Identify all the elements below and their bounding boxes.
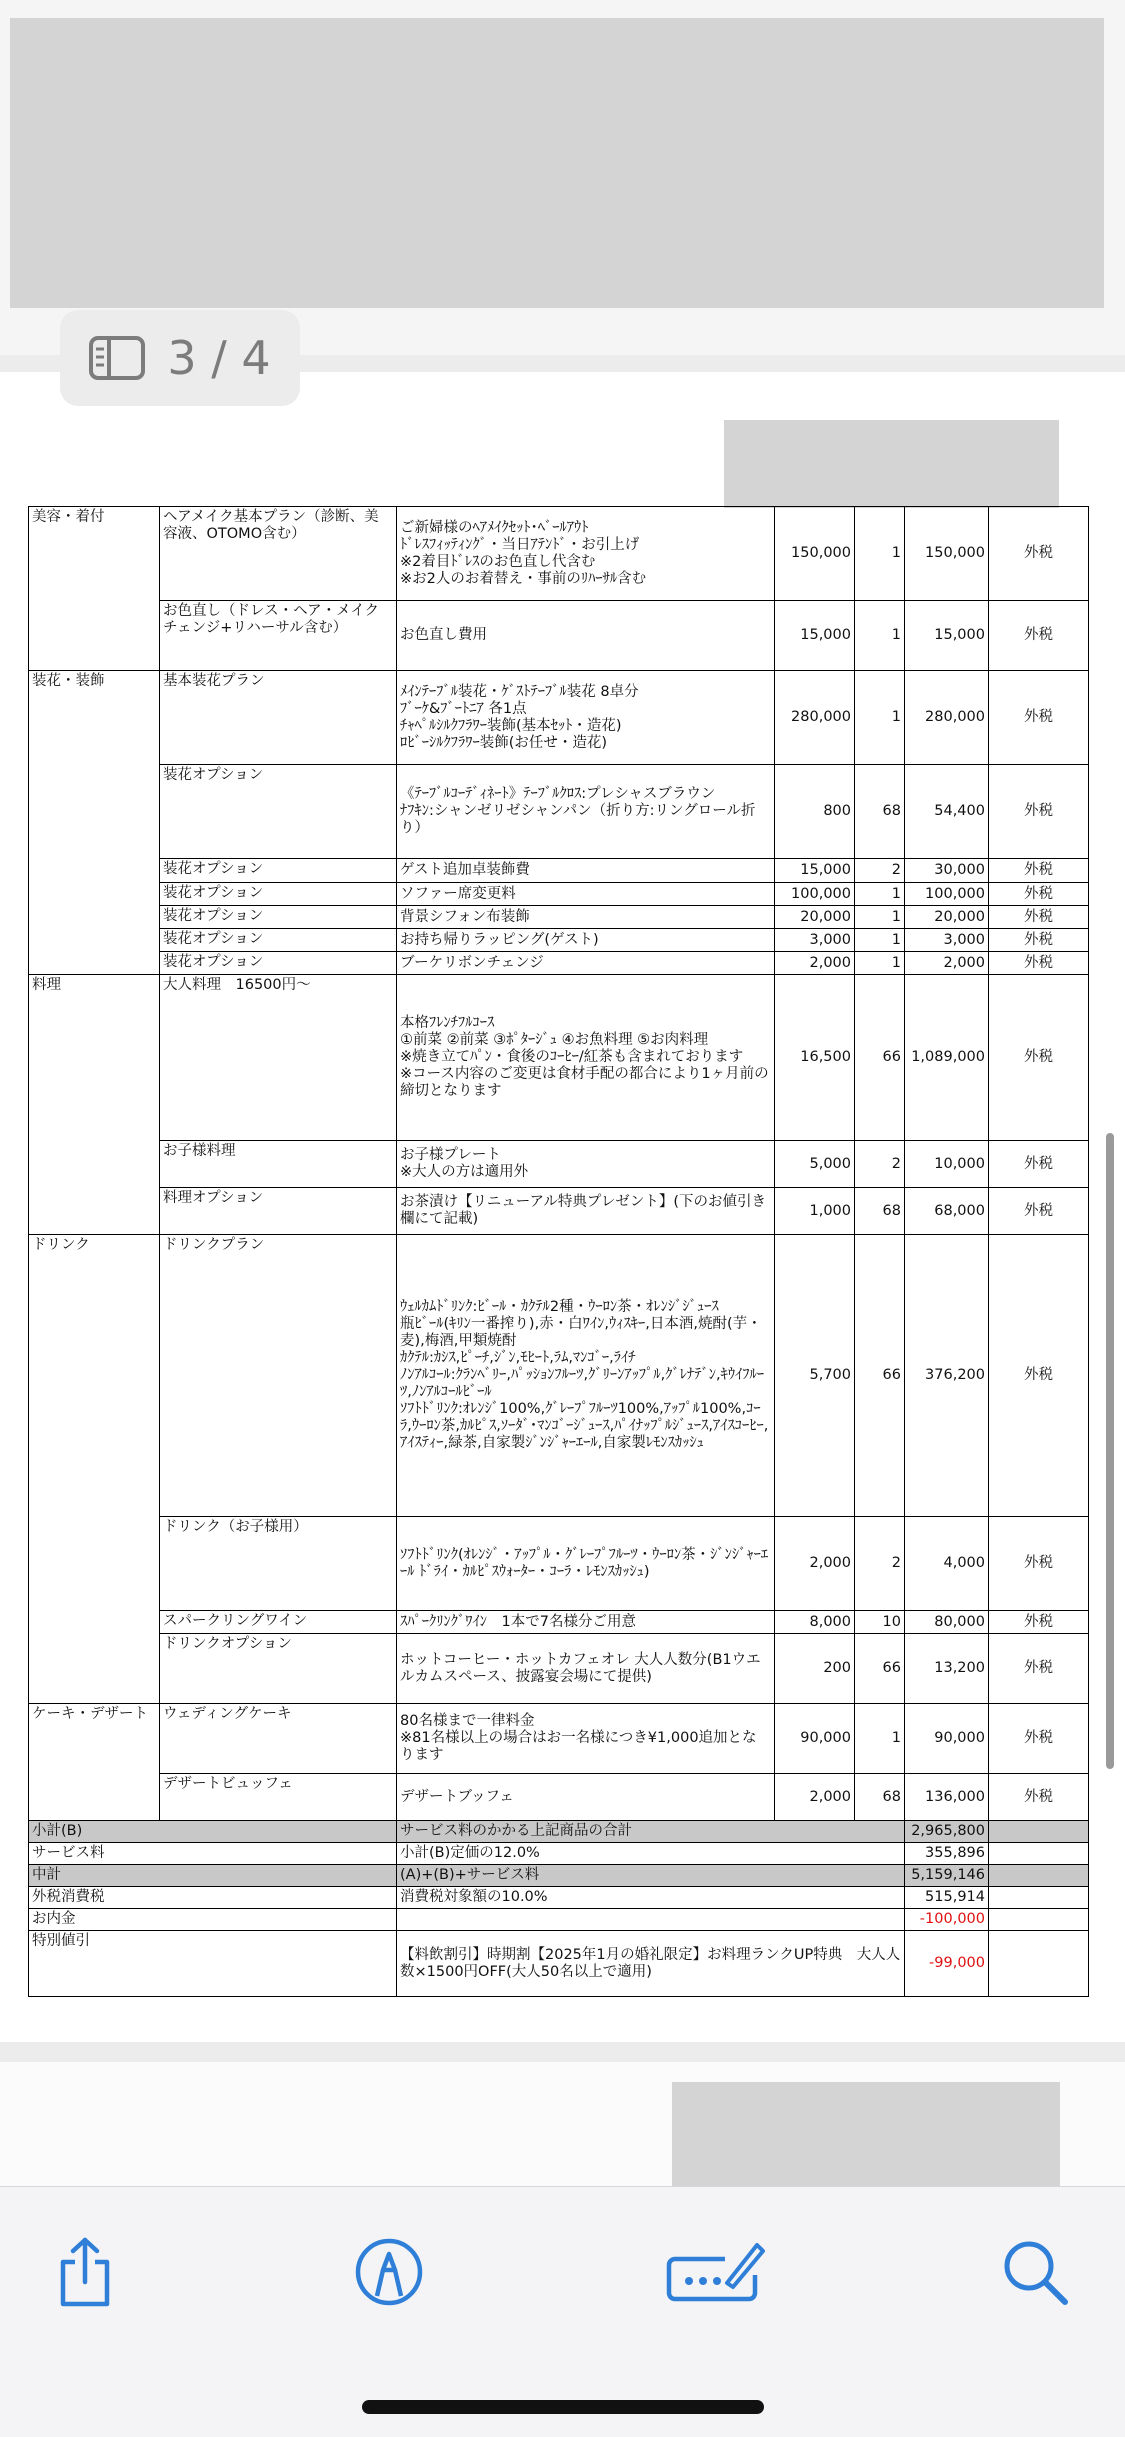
summary-amount: 5,159,146 bbox=[905, 1865, 989, 1887]
amount-cell: 10,000 bbox=[905, 1141, 989, 1188]
unit-price-cell: 150,000 bbox=[775, 507, 855, 601]
item-cell: ウェディングケーキ bbox=[160, 1704, 397, 1774]
table-row bbox=[29, 671, 1089, 765]
summary-description: 消費税対象額の10.0% bbox=[397, 1887, 905, 1909]
amount-cell: 1,089,000 bbox=[905, 975, 989, 1141]
description-cell: ブーケリボンチェンジ bbox=[397, 952, 775, 975]
summary-row bbox=[29, 1821, 1089, 1843]
amount-cell: 80,000 bbox=[905, 1611, 989, 1634]
item-cell: ドリンクオプション bbox=[160, 1634, 397, 1704]
summary-amount: -100,000 bbox=[905, 1909, 989, 1931]
estimate-table bbox=[28, 506, 1089, 1997]
description-cell: ｳｪﾙｶﾑﾄﾞﾘﾝｸ:ﾋﾞｰﾙ・ｶｸﾃﾙ2種・ｳｰﾛﾝ茶・ｵﾚﾝｼﾞｼﾞｭｰｽ 瓶ﾋﾞｰﾙ(ｷﾘﾝ一番搾り),赤・白ﾜｲﾝ,ｳｨｽｷｰ,日本酒,焼酎(芋・麦),梅酒,甲類焼酎 ｶｸﾃﾙ:ｶｼｽ,ﾋﾟｰﾁ,ｼﾞﾝ,ﾓﾋｰﾄ,ﾗﾑ,ﾏﾝｺﾞｰ,ﾗｲﾁ ﾉﾝｱﾙｺｰﾙ:ｸﾗﾝﾍﾞﾘｰ,ﾊﾟｯｼｮﾝﾌﾙｰﾂ,ｸﾞﾘｰﾝｱｯﾌﾟﾙ,ｸﾞﾚﾅﾃﾞﾝ,ｷｳｲﾌﾙｰﾂ,ﾉﾝｱﾙｺｰﾙﾋﾞｰﾙ ｿﾌﾄﾄﾞﾘﾝｸ:ｵﾚﾝｼﾞ100%,ｸﾞﾚｰﾌﾟﾌﾙｰﾂ100%,ｱｯﾌﾟﾙ100%,ｺｰﾗ,ｳｰﾛﾝ茶,ｶﾙﾋﾟｽ,ｿｰﾀﾞ･ﾏﾝｺﾞｰｼﾞｭｰｽ,ﾊﾟｲﾅｯﾌﾟﾙｼﾞｭｰｽ,ｱｲｽｺｰﾋｰ,ｱｲｽﾃｨｰ,緑茶,自家製ｼﾞﾝｼﾞｬｰｴｰﾙ,自家製ﾚﾓﾝｽｶｯｼｭ bbox=[397, 1235, 775, 1517]
markup-icon bbox=[353, 2236, 425, 2308]
description-cell: お持ち帰りラッピング(ゲスト) bbox=[397, 929, 775, 952]
summary-row bbox=[29, 1909, 1089, 1931]
markup-button[interactable] bbox=[344, 2227, 434, 2317]
quantity-cell: 66 bbox=[855, 1634, 905, 1704]
category-cell: 装花・装飾 bbox=[29, 671, 160, 975]
amount-cell: 376,200 bbox=[905, 1235, 989, 1517]
quantity-cell: 2 bbox=[855, 1141, 905, 1188]
summary-description: (A)+(B)+サービス料 bbox=[397, 1865, 905, 1887]
summary-description bbox=[397, 1909, 905, 1931]
unit-price-cell: 100,000 bbox=[775, 883, 855, 906]
tax-type-cell: 外税 bbox=[989, 1517, 1089, 1611]
tax-type-cell: 外税 bbox=[989, 1611, 1089, 1634]
description-cell: 本格ﾌﾚﾝﾁﾌﾙｺｰｽ ①前菜 ②前菜 ③ﾎﾟﾀｰｼﾞｭ ④お魚料理 ⑤お肉料理 ※焼き立てﾊﾟﾝ・食後のｺｰﾋｰ/紅茶も含まれております ※コース内容のご変更は食材手配の都合により1ヶ月前の締切となります bbox=[397, 975, 775, 1141]
category-cell: 美容・着付 bbox=[29, 507, 160, 671]
scroll-indicator[interactable] bbox=[1106, 1133, 1114, 1769]
summary-label: 外税消費税 bbox=[29, 1887, 397, 1909]
tax-type-cell: 外税 bbox=[989, 906, 1089, 929]
item-cell: 大人料理 16500円～ bbox=[160, 975, 397, 1141]
unit-price-cell: 2,000 bbox=[775, 1774, 855, 1821]
home-indicator[interactable] bbox=[362, 2400, 764, 2414]
tax-type-cell: 外税 bbox=[989, 975, 1089, 1141]
amount-cell: 4,000 bbox=[905, 1517, 989, 1611]
tax-type-cell: 外税 bbox=[989, 952, 1089, 975]
description-cell: ﾒｲﾝﾃｰﾌﾞﾙ装花・ｹﾞｽﾄﾃｰﾌﾞﾙ装花 8卓分 ﾌﾞｰｹ&ﾌﾞｰﾄﾆｱ 各1点 ﾁｬﾍﾟﾙｼﾙｸﾌﾗﾜｰ装飾(基本ｾｯﾄ・造花) ﾛﾋﾞｰｼﾙｸﾌﾗﾜｰ装飾(お任せ・造花) bbox=[397, 671, 775, 765]
summary-description: サービス料のかかる上記商品の合計 bbox=[397, 1821, 905, 1843]
unit-price-cell: 20,000 bbox=[775, 906, 855, 929]
unit-price-cell: 3,000 bbox=[775, 929, 855, 952]
unit-price-cell: 15,000 bbox=[775, 859, 855, 883]
category-cell: ドリンク bbox=[29, 1235, 160, 1704]
tax-type-cell: 外税 bbox=[989, 929, 1089, 952]
table-row bbox=[29, 1774, 1089, 1821]
summary-label: 特別値引 bbox=[29, 1931, 397, 1997]
table-row bbox=[29, 859, 1089, 883]
signature-icon bbox=[665, 2237, 765, 2307]
unit-price-cell: 2,000 bbox=[775, 952, 855, 975]
description-cell: 背景シフォン布装飾 bbox=[397, 906, 775, 929]
table-row bbox=[29, 1188, 1089, 1235]
tax-type-cell: 外税 bbox=[989, 601, 1089, 671]
thumbnail-sidebar-icon bbox=[89, 336, 145, 380]
summary-tax-cell bbox=[989, 1843, 1089, 1865]
summary-row bbox=[29, 1865, 1089, 1887]
unit-price-cell: 1,000 bbox=[775, 1188, 855, 1235]
category-cell: ケーキ・デザート bbox=[29, 1704, 160, 1821]
share-button[interactable] bbox=[40, 2227, 130, 2317]
quantity-cell: 68 bbox=[855, 1188, 905, 1235]
summary-row bbox=[29, 1931, 1089, 1997]
summary-tax-cell bbox=[989, 1931, 1089, 1997]
item-cell: お色直し（ドレス・ヘア・メイクチェンジ+リハーサル含む） bbox=[160, 601, 397, 671]
tax-type-cell: 外税 bbox=[989, 1774, 1089, 1821]
table-row bbox=[29, 1634, 1089, 1704]
description-cell: ソファー席変更料 bbox=[397, 883, 775, 906]
quantity-cell: 2 bbox=[855, 859, 905, 883]
unit-price-cell: 15,000 bbox=[775, 601, 855, 671]
summary-tax-cell bbox=[989, 1909, 1089, 1931]
item-cell: 装花オプション bbox=[160, 906, 397, 929]
table-row bbox=[29, 975, 1089, 1141]
summary-label: お内金 bbox=[29, 1909, 397, 1931]
summary-amount: -99,000 bbox=[905, 1931, 989, 1997]
summary-amount: 355,896 bbox=[905, 1843, 989, 1865]
item-cell: 装花オプション bbox=[160, 765, 397, 859]
search-button[interactable] bbox=[990, 2227, 1080, 2317]
quantity-cell: 1 bbox=[855, 952, 905, 975]
redacted-area bbox=[10, 18, 1104, 308]
summary-row bbox=[29, 1887, 1089, 1909]
unit-price-cell: 800 bbox=[775, 765, 855, 859]
item-cell: 装花オプション bbox=[160, 929, 397, 952]
summary-description: 【料飲割引】時期割【2025年1月の婚礼限定】お料理ランクUP特典 大人人数×1500円OFF(大人50名以上で適用) bbox=[397, 1931, 905, 1997]
summary-row bbox=[29, 1843, 1089, 1865]
description-cell: ｽﾊﾟｰｸﾘﾝｸﾞﾜｲﾝ 1本で7名様分ご用意 bbox=[397, 1611, 775, 1634]
quantity-cell: 68 bbox=[855, 1774, 905, 1821]
description-cell: ご新婦様のﾍｱﾒｲｸｾｯﾄ･ﾍﾞｰﾙｱｳﾄ ﾄﾞﾚｽﾌｨｯﾃｨﾝｸﾞ・当日ｱﾃﾝﾄﾞ・お引上げ ※2着目ﾄﾞﾚｽのお色直し代含む ※お2人のお着替え・事前のﾘﾊｰｻﾙ含む bbox=[397, 507, 775, 601]
redacted-stamp-area bbox=[724, 420, 1059, 508]
quantity-cell: 1 bbox=[855, 601, 905, 671]
item-cell: ヘアメイク基本プラン（診断、美容液、OTOMO含む） bbox=[160, 507, 397, 601]
table-row bbox=[29, 906, 1089, 929]
tax-type-cell: 外税 bbox=[989, 765, 1089, 859]
quantity-cell: 68 bbox=[855, 765, 905, 859]
item-cell: 料理オプション bbox=[160, 1188, 397, 1235]
table-row bbox=[29, 1141, 1089, 1188]
summary-tax-cell bbox=[989, 1887, 1089, 1909]
summary-label: サービス料 bbox=[29, 1843, 397, 1865]
amount-cell: 13,200 bbox=[905, 1634, 989, 1704]
tax-type-cell: 外税 bbox=[989, 671, 1089, 765]
amount-cell: 54,400 bbox=[905, 765, 989, 859]
quantity-cell: 10 bbox=[855, 1611, 905, 1634]
summary-label: 中計 bbox=[29, 1865, 397, 1887]
item-cell: 装花オプション bbox=[160, 859, 397, 883]
tax-type-cell: 外税 bbox=[989, 883, 1089, 906]
quantity-cell: 1 bbox=[855, 883, 905, 906]
quantity-cell: 1 bbox=[855, 929, 905, 952]
unit-price-cell: 8,000 bbox=[775, 1611, 855, 1634]
unit-price-cell: 2,000 bbox=[775, 1517, 855, 1611]
item-cell: お子様料理 bbox=[160, 1141, 397, 1188]
quantity-cell: 66 bbox=[855, 975, 905, 1141]
description-cell: ｿﾌﾄﾄﾞﾘﾝｸ(ｵﾚﾝｼﾞ・ｱｯﾌﾟﾙ・ｸﾞﾚｰﾌﾟﾌﾙｰﾂ・ｳｰﾛﾝ茶・ｼﾞﾝｼﾞｬｰｴｰﾙ ﾄﾞﾗｲ・ｶﾙﾋﾟｽｳｫｰﾀｰ・ｺｰﾗ・ﾚﾓﾝｽｶｯｼｭ) bbox=[397, 1517, 775, 1611]
quantity-cell: 1 bbox=[855, 671, 905, 765]
amount-cell: 280,000 bbox=[905, 671, 989, 765]
item-cell: デザートビュッフェ bbox=[160, 1774, 397, 1821]
quantity-cell: 1 bbox=[855, 507, 905, 601]
summary-label: 小計(B) bbox=[29, 1821, 397, 1843]
table-row bbox=[29, 765, 1089, 859]
tax-type-cell: 外税 bbox=[989, 1704, 1089, 1774]
amount-cell: 90,000 bbox=[905, 1704, 989, 1774]
fill-sign-button[interactable] bbox=[660, 2227, 770, 2317]
tax-type-cell: 外税 bbox=[989, 1634, 1089, 1704]
unit-price-cell: 5,000 bbox=[775, 1141, 855, 1188]
description-cell: お色直し費用 bbox=[397, 601, 775, 671]
table-row bbox=[29, 507, 1089, 601]
table-row bbox=[29, 883, 1089, 906]
quantity-cell: 1 bbox=[855, 906, 905, 929]
item-cell: 装花オプション bbox=[160, 883, 397, 906]
previous-page bbox=[0, 0, 1125, 355]
summary-tax-cell bbox=[989, 1821, 1089, 1843]
table-row bbox=[29, 601, 1089, 671]
table-row bbox=[29, 952, 1089, 975]
item-cell: 装花オプション bbox=[160, 952, 397, 975]
unit-price-cell: 280,000 bbox=[775, 671, 855, 765]
table-row bbox=[29, 1704, 1089, 1774]
tax-type-cell: 外税 bbox=[989, 859, 1089, 883]
summary-tax-cell bbox=[989, 1865, 1089, 1887]
unit-price-cell: 90,000 bbox=[775, 1704, 855, 1774]
amount-cell: 30,000 bbox=[905, 859, 989, 883]
amount-cell: 3,000 bbox=[905, 929, 989, 952]
item-cell: スパークリングワイン bbox=[160, 1611, 397, 1634]
description-cell: ホットコーヒー・ホットカフェオレ 大人人数分(B1ウエルカムスペース、披露宴会場にて提供) bbox=[397, 1634, 775, 1704]
item-cell: ドリンク（お子様用） bbox=[160, 1517, 397, 1611]
amount-cell: 100,000 bbox=[905, 883, 989, 906]
summary-amount: 2,965,800 bbox=[905, 1821, 989, 1843]
amount-cell: 68,000 bbox=[905, 1188, 989, 1235]
tax-type-cell: 外税 bbox=[989, 1235, 1089, 1517]
table-row bbox=[29, 929, 1089, 952]
description-cell: 80名様まで一律料金 ※81名様以上の場合はお一名様につき¥1,000追加となります bbox=[397, 1704, 775, 1774]
description-cell: 《ﾃｰﾌﾞﾙｺｰﾃﾞｨﾈｰﾄ》ﾃｰﾌﾞﾙｸﾛｽ:プレシャスブラウン ﾅﾌｷﾝ:シャンゼリゼシャンパン（折り方:リングロール折り） bbox=[397, 765, 775, 859]
quantity-cell: 2 bbox=[855, 1517, 905, 1611]
share-icon bbox=[55, 2236, 115, 2308]
summary-description: 小計(B)定価の12.0% bbox=[397, 1843, 905, 1865]
amount-cell: 150,000 bbox=[905, 507, 989, 601]
description-cell: お茶漬け【リニューアル特典プレゼント】(下のお値引き欄にて記載) bbox=[397, 1188, 775, 1235]
quantity-cell: 1 bbox=[855, 1704, 905, 1774]
unit-price-cell: 16,500 bbox=[775, 975, 855, 1141]
amount-cell: 20,000 bbox=[905, 906, 989, 929]
tax-type-cell: 外税 bbox=[989, 1188, 1089, 1235]
page-indicator[interactable] bbox=[60, 310, 300, 406]
table-row bbox=[29, 1517, 1089, 1611]
amount-cell: 15,000 bbox=[905, 601, 989, 671]
page-indicator-text: 3 / 4 bbox=[167, 331, 271, 385]
item-cell: 基本装花プラン bbox=[160, 671, 397, 765]
search-icon bbox=[999, 2236, 1071, 2308]
quantity-cell: 66 bbox=[855, 1235, 905, 1517]
tax-type-cell: 外税 bbox=[989, 1141, 1089, 1188]
unit-price-cell: 5,700 bbox=[775, 1235, 855, 1517]
category-cell: 料理 bbox=[29, 975, 160, 1235]
amount-cell: 2,000 bbox=[905, 952, 989, 975]
description-cell: ゲスト追加卓装飾費 bbox=[397, 859, 775, 883]
description-cell: デザートブッフェ bbox=[397, 1774, 775, 1821]
description-cell: お子様プレート ※大人の方は適用外 bbox=[397, 1141, 775, 1188]
table-row bbox=[29, 1235, 1089, 1517]
item-cell: ドリンクプラン bbox=[160, 1235, 397, 1517]
amount-cell: 136,000 bbox=[905, 1774, 989, 1821]
summary-amount: 515,914 bbox=[905, 1887, 989, 1909]
redacted-area bbox=[672, 2082, 1060, 2200]
tax-type-cell: 外税 bbox=[989, 507, 1089, 601]
table-row bbox=[29, 1611, 1089, 1634]
unit-price-cell: 200 bbox=[775, 1634, 855, 1704]
